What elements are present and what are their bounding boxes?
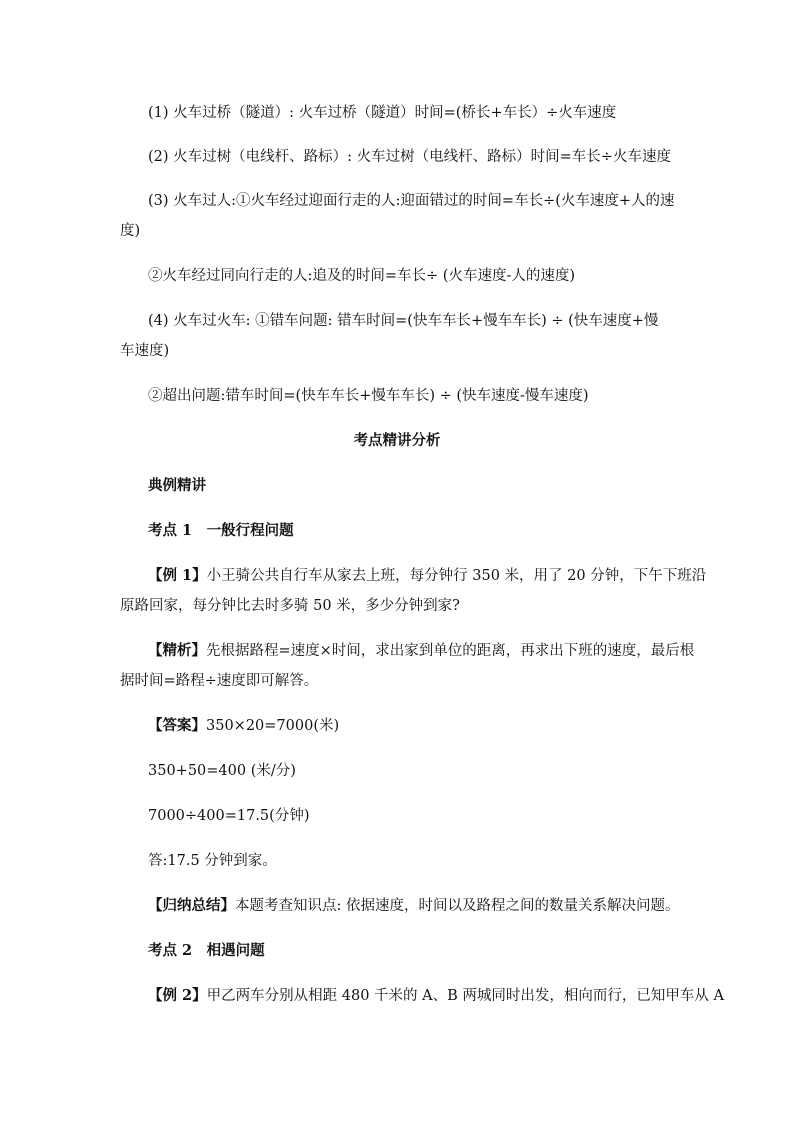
answer-line-2: 350+50=400 (米/分) (148, 763, 296, 779)
example-2-text: 甲乙两车分别从相距 480 千米的 A、B 两城同时出发，相向而行，已知甲车从 A (206, 988, 724, 1004)
answer-text-1: 350×20=7000(米) (206, 718, 340, 734)
analysis-tag: 【精析】 (148, 642, 206, 659)
rule-4b: ②超出问题:错车时间=(快车车长+慢车车长) ÷ (快车速度-慢车速度) (148, 388, 589, 404)
section-title: 考点精讲分析 (353, 432, 441, 449)
example-2-line-1 (148, 986, 724, 1006)
analysis-line-1 (148, 641, 694, 661)
point-2-heading: 考点 2 相遇问题 (148, 942, 265, 959)
analysis-line-2: 据时间=路程÷速度即可解答。 (120, 673, 319, 689)
rule-4-line-2: 车速度) (120, 343, 170, 359)
example-1-tag: 【例 1】 (148, 567, 207, 584)
rule-2: (2) 火车过树（电线杆、路标）: 火车过树（电线杆、路标）时间=车长÷火车速度 (148, 149, 671, 165)
summary-text: 本题考查知识点: 依据速度，时间以及路程之间的数量关系解决问题。 (235, 898, 680, 914)
rule-1: (1) 火车过桥（隧道）: 火车过桥（隧道）时间=(桥长+车长）÷火车速度 (148, 105, 617, 121)
typical-heading: 典例精讲 (148, 477, 206, 494)
answer-line-1 (148, 716, 339, 736)
point-1-heading: 考点 1 一般行程问题 (148, 522, 294, 539)
example-1-text: 小王骑公共自行车从家去上班，每分钟行 350 米，用了 20 分钟，下午下班沿 (206, 568, 707, 584)
rule-3-line-1: (3) 火车过人:①火车经过迎面行走的人:迎面错过的时间=车长÷(火车速度+人的速 (148, 193, 675, 209)
answer-line-3: 7000÷400=17.5(分钟) (148, 808, 310, 824)
analysis-text: 先根据路程=速度×时间，求出家到单位的距离，再求出下班的速度，最后根 (206, 643, 695, 659)
rule-3-line-2: 度) (120, 223, 141, 239)
summary-tag: 【归纳总结】 (148, 897, 235, 914)
rule-3b: ②火车经过同向行走的人:追及的时间=车长÷ (火车速度-人的速度) (148, 268, 576, 284)
example-1-line-1 (148, 566, 706, 586)
example-2-tag: 【例 2】 (148, 987, 207, 1004)
answer-line-4: 答:17.5 分钟到家。 (148, 853, 277, 869)
summary-line (148, 896, 680, 916)
example-1-line-2: 原路回家，每分钟比去时多骑 50 米，多少分钟到家? (120, 598, 460, 614)
rule-4-line-1: (4) 火车过火车: ①错车问题: 错车时间=(快车车长+慢车车长) ÷ (快车速度+慢 (148, 313, 659, 329)
answer-tag: 【答案】 (148, 717, 206, 734)
